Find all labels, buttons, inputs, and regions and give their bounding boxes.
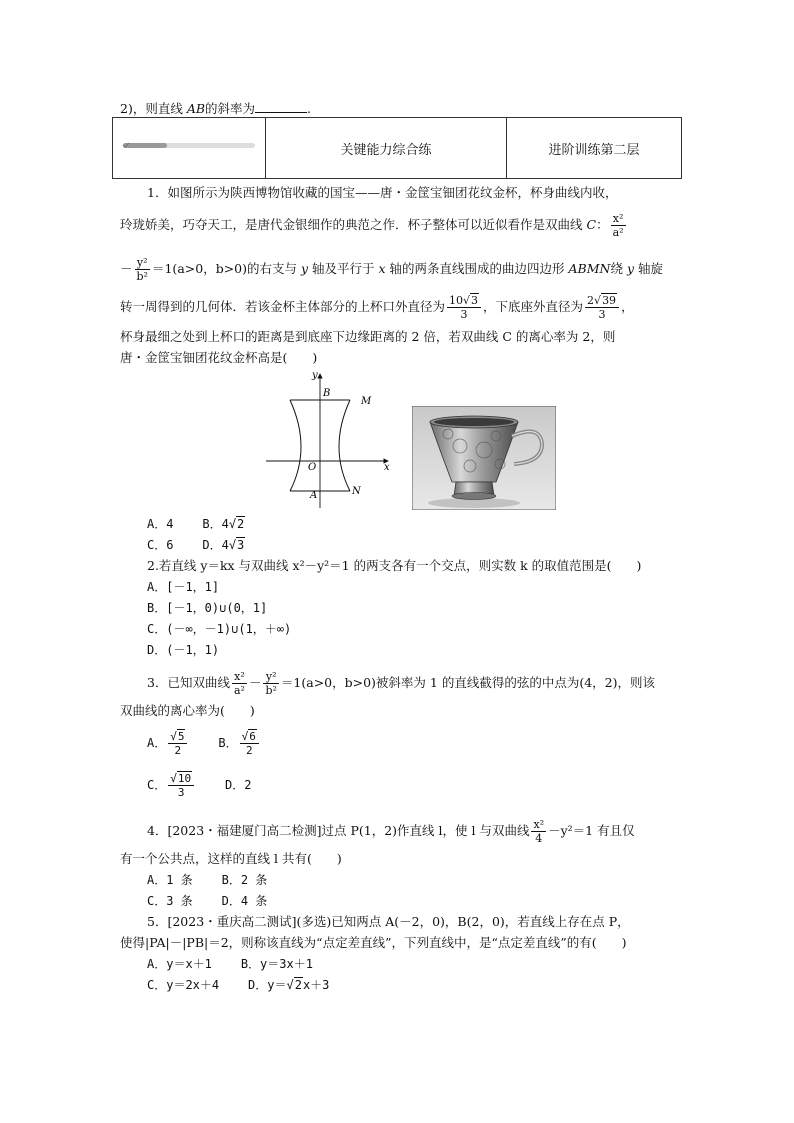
q5-stem-1: 5．[2023・重庆高二测试](多选)已知两点 A(－2，0)，B(2，0)，若直线上存在点 P， [147,914,630,929]
q4-stem-1: 4．[2023・福建厦门高二检测]过点 P(1，2)作直线 l，使 l 与双曲线 $\frac{\text{x²}}{4}$ －y²＝1 有且仅 [147,818,635,845]
q1-line1: 1．如图所示为陕西博物馆收藏的国宝——唐・金筐宝钿团花纹金杯，杯身曲线内收， [147,185,618,200]
q1-line2: 玲珑娇美，巧夺天工，是唐代金银细作的典范之作．杯子整体可以近似看作是双曲线 C： $\frac{\text{x²}}{\text{a²}}$ [120,212,624,239]
q2-option-b: B．[－1，0)∪(0，1] [147,601,268,615]
right-branch [339,400,350,491]
q2-stem: 2.若直线 y＝kx 与双曲线 x²－y²＝1 的两支各有一个交点，则实数 k 的取值范围是( ) [147,558,642,573]
q1-line5: 杯身最细之处到上杯口的距离是到底座下边缘距离的 2 倍，若双曲线 C 的离心率为 2，则 [120,329,616,344]
left-branch [290,400,301,491]
section-band [112,117,682,179]
q5-options-cd: C．y＝2x＋4 D．y＝√2x＋3 [147,978,330,992]
progress-bar-icon [119,140,259,152]
q1-options-ab: A．4 B．4√2 [147,517,245,531]
q2-option-d: D．(－1，1) [147,643,220,657]
label-n: N [352,486,361,497]
frac-x2-a2: $\frac{\text{x²}}{\text{a²}}$ [612,212,624,239]
q1-options-cd: C．6 D．4√3 [147,538,245,552]
previous-question-tail: 2)，则直线 AB的斜率为 . [120,101,312,116]
q3-options-cd: C． $\frac{√10}{3}$ D．2 [147,772,252,799]
band-progress-cell [113,118,266,179]
frac-y2-b2: $\frac{\text{y²}}{\text{b²}}$ [136,256,148,283]
answer-blank [255,100,307,113]
q3-stem-1: 3．已知双曲线 $\frac{\text{x²}}{\text{a²}}$ － $\frac{\text{y²}}{\text{b²}}$ ＝1(a>0，b>0)被斜率为 1 的直线截得的弦的中点为(4，2)，则该 [147,670,655,697]
label-y: y [312,370,318,381]
q4-stem-2: 有一个公共点，这样的直线 l 共有( ) [120,851,342,866]
label-x: x [384,462,390,473]
q4-options-cd: C．3 条 D．4 条 [147,894,268,908]
frac-lower-diameter: $\frac{2√39}{3}$ [585,294,619,321]
q5-stem-2: 使得|PA|－|PB|＝2，则称该直线为“点定差直线”，下列直线中，是“点定差直线”的有( ) [120,935,627,950]
q1-line4: 转一周得到的几何体．若该金杯主体部分的上杯口外直径为 $\frac{10√3}{3}$ ，下底座外直径为 $\frac{2√39}{3}$ ， [120,294,634,321]
label-m: M [361,396,372,407]
q2-option-a: A．[－1，1] [147,580,220,594]
q4-options-ab: A．1 条 B．2 条 [147,873,268,887]
q1-line6: 唐・金筐宝钿团花纹金杯高是( ) [120,350,318,365]
gold-cup-photo [412,406,556,510]
label-a: A [310,490,318,501]
q3-options-ab: A． $\frac{√5}{2}$ B． $\frac{√6}{2}$ [147,730,261,757]
q3-stem-2: 双曲线的离心率为( ) [120,703,255,718]
q5-options-ab: A．y＝x＋1 B．y＝3x＋1 [147,957,313,971]
band-subtitle: 进阶训练第二层 [507,118,682,179]
q2-option-c: C．(－∞，－1)∪(1，＋∞) [147,622,292,636]
q1-line3: － $\frac{\text{y²}}{\text{b²}}$ ＝1(a>0，b>0)的右支与 y 轴及平行于 x 轴的两条直线围成的曲边四边形 ABMN绕 y 轴旋 [120,256,663,283]
frac-upper-diameter: $\frac{10√3}{3}$ [447,294,481,321]
label-b: B [323,388,331,399]
band-title: 关键能力综合练 [266,118,507,179]
hyperbola-diagram [262,368,394,510]
label-o: O [308,462,317,473]
